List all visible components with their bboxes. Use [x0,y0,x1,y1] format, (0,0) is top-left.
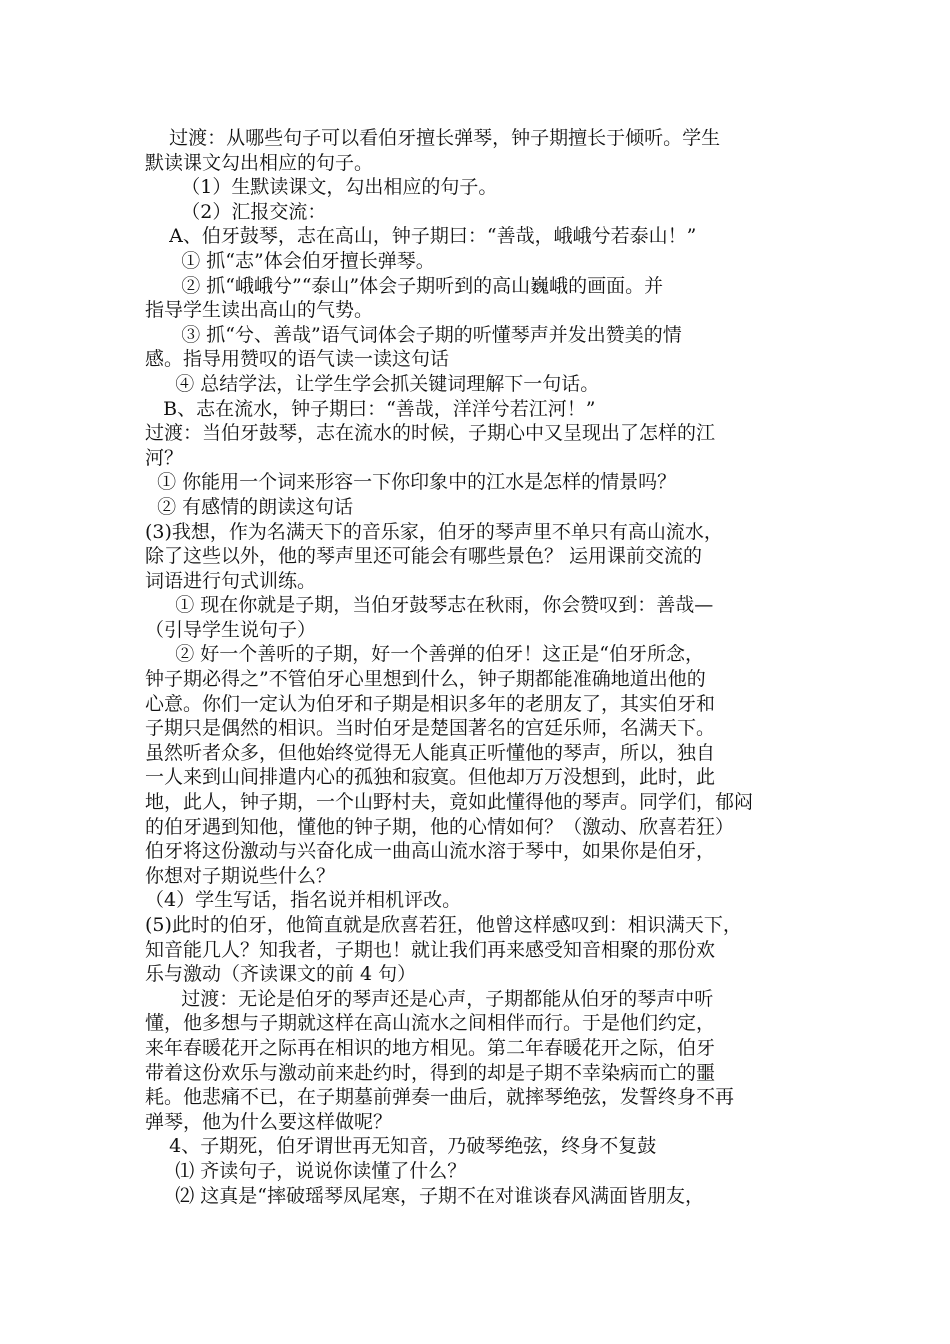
text-line: 除了这些以外，他的琴声里还可能会有哪些景色？ 运用课前交流的 [145,545,703,568]
text-line: (5)此时的伯牙，他简直就是欣喜若狂，他曾这样感叹到：相识满天下， [145,914,742,936]
text-line: ⑵ 这真是“摔破瑶琴凤尾寒，子期不在对谁谈春风满面皆朋友， [145,1184,704,1207]
text-line: 乐与激动（齐读课文的前 4 句） [145,963,417,986]
text-line: B、志在流水，钟子期曰：“善哉，洋洋兮若江河！” [145,397,596,420]
text-line: ① 抓“志”体会伯牙擅长弹琴。 [145,249,435,272]
text-line: 耗。他悲痛不已，在子期墓前弹奏一曲后，就摔琴绝弦，发誓终身不再 [145,1086,735,1109]
text-line: 一人来到山间排遣内心的孤独和寂寞。但他却万万没想到，此时，此 [145,766,716,789]
text-line: （引导学生说句子） [145,618,317,641]
text-line: 的伯牙遇到知他，懂他的钟子期，他的心情如何？（激动、欣喜若狂） [145,815,735,838]
text-line: （2）汇报交流： [145,200,327,223]
text-line: （4）学生写话，指名说并相机评改。 [145,889,462,912]
text-line: 感。指导用赞叹的语气读一读这句话 [145,348,450,371]
text-line: 心意。你们一定认为伯牙和子期是相识多年的老朋友了，其实伯牙和 [145,692,716,715]
document-page [145,126,810,1208]
text-line: 过渡：无论是伯牙的琴声还是心声，子期都能从伯牙的琴声中听 [145,987,714,1010]
text-line: 过渡：当伯牙鼓琴，志在流水的时候，子期心中又呈现出了怎样的江 [145,422,716,445]
text-line: 子期只是偶然的相识。当时伯牙是楚国著名的宫廷乐师，名满天下。 [145,717,716,740]
text-line: (3)我想，作为名满天下的音乐家，伯牙的琴声里不单只有高山流水， [145,520,723,543]
text-line: 懂，他多想与子期就这样在高山流水之间相伴而行。于是他们约定， [145,1012,716,1035]
text-line: ③ 抓“兮、善哉”语气词体会子期的听懂琴声并发出赞美的情 [145,323,682,346]
text-line: ② 好一个善听的子期，好一个善弹的伯牙！这正是“伯牙所念， [145,643,704,666]
text-line: 地，此人，钟子期，一个山野村夫，竟如此懂得他的琴声。同学们，郁闷 [145,791,754,814]
text-line: ⑴ 齐读句子，说说你读懂了什么？ [145,1159,467,1182]
text-line: （1）生默读课文，勾出相应的句子。 [145,176,498,199]
text-line: ① 现在你就是子期，当伯牙鼓琴志在秋雨，你会赞叹到：善哉— [145,594,714,617]
text-line: 指导学生读出高山的气势。 [145,299,374,322]
text-line: ② 有感情的朗读这句话 [145,495,354,518]
text-line: 伯牙将这份激动与兴奋化成一曲高山流水溶于琴中，如果你是伯牙， [145,840,716,863]
text-line: ① 你能用一个词来形容一下你印象中的江水是怎样的情景吗？ [145,471,677,494]
text-line: 4、子期死，伯牙谓世再无知音，乃破琴绝弦，终身不复鼓 [145,1135,657,1158]
text-line: 知音能几人？知我者，子期也！就让我们再来感受知音相聚的那份欢 [145,938,716,961]
text-line: 过渡：从哪些句子可以看伯牙擅长弹琴，钟子期擅长于倾听。学生 [145,127,721,149]
text-line: 钟子期必得之”不管伯牙心里想到什么，钟子期都能准确地道出他的 [145,668,706,691]
text-line: 默读课文勾出相应的句子。 [145,151,374,174]
text-line: 词语进行句式训练。 [145,569,317,592]
text-line: A、伯牙鼓琴，志在高山，钟子期曰：“善哉，峨峨兮若泰山！” [145,225,697,248]
text-line: 来年春暖花开之际再在相识的地方相见。第二年春暖花开之际，伯牙 [145,1036,716,1059]
text-line: ② 抓“峨峨兮”“泰山”体会子期听到的高山巍峨的画面。并 [145,274,664,297]
text-line: 弹琴，他为什么要这样做呢？ [145,1110,393,1133]
text-line: 你想对子期说些什么？ [145,864,336,887]
text-line: ④ 总结学法，让学生学会抓关键词理解下一句话。 [145,372,600,395]
text-line: 带着这份欢乐与激动前来赴约时，得到的却是子期不幸染病而亡的噩 [145,1061,716,1084]
text-line: 虽然听者众多，但他始终觉得无人能真正听懂他的琴声，所以，独自 [145,741,716,764]
text-line: 河？ [145,446,184,469]
